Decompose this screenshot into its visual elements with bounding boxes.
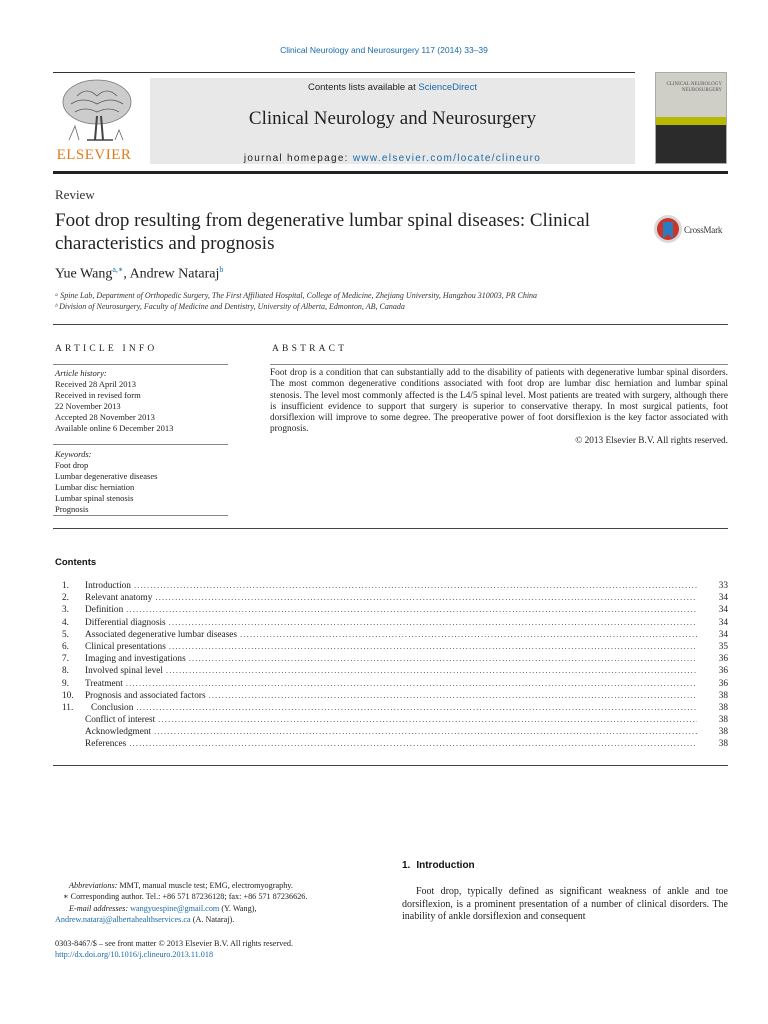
doi-link[interactable]: http://dx.doi.org/10.1016/j.clineuro.2013.11.018 — [55, 950, 214, 960]
homepage-link[interactable]: www.elsevier.com/locate/clineuro — [352, 153, 542, 164]
cover-image — [656, 125, 726, 164]
article-info-heading: ARTICLE INFO — [55, 344, 158, 354]
email-label: E-mail addresses: — [69, 903, 129, 913]
toc-page-number: 38 — [718, 690, 728, 701]
crossmark-badge[interactable] — [653, 213, 733, 245]
crossmark-icon — [653, 213, 683, 245]
keyword-item: Lumbar degenerative diseases — [55, 471, 158, 481]
toc-entry[interactable] — [55, 605, 728, 617]
toc-entry[interactable] — [55, 691, 728, 703]
toc-page-number: 34 — [718, 593, 728, 604]
author-list — [55, 265, 223, 283]
issn-line: 0303-8467/$ – see front matter © 2013 Elsevier B.V. All rights reserved. — [55, 939, 294, 948]
toc-leader-dots — [154, 727, 697, 736]
divider — [53, 765, 728, 766]
homepage-prefix: journal homepage: — [243, 153, 353, 164]
toc-entry[interactable] — [55, 654, 728, 666]
abstract-heading: ABSTRACT — [272, 344, 348, 354]
toc-number: 9. — [62, 678, 69, 689]
keyword-item: Lumbar disc herniation — [55, 482, 135, 492]
toc-entry[interactable] — [55, 727, 728, 739]
abbreviations-text: MMT, manual muscle test; EMG, electromyography. — [117, 881, 293, 890]
abbreviations-footnote — [55, 880, 365, 891]
email-owner: (Y. Wang), — [219, 903, 257, 913]
toc-entry[interactable] — [55, 679, 728, 691]
toc-label[interactable]: Conclusion — [91, 702, 134, 713]
affiliation-a: ᵃ Spine Lab, Department of Orthopedic Surgery, The First Affiliated Hospital, College of Medicine, Zhejiang University, Hangzhou 310003, PR China — [55, 291, 538, 300]
abstract-body — [270, 368, 728, 447]
toc-entry[interactable] — [55, 703, 728, 715]
toc-number: 6. — [62, 641, 69, 652]
toc-label[interactable]: Associated degenerative lumbar diseases — [85, 629, 238, 640]
article-history — [55, 368, 230, 434]
author-separator: , — [123, 266, 130, 282]
toc-label[interactable]: Relevant anatomy — [85, 593, 153, 604]
toc-label[interactable]: Differential diagnosis — [85, 617, 166, 628]
keywords-label: Keywords: — [55, 449, 92, 459]
publisher-name: ELSEVIER — [56, 147, 132, 163]
table-of-contents — [55, 581, 728, 752]
toc-page-number: 36 — [718, 678, 728, 689]
journal-title: Clinical Neurology and Neurosurgery — [248, 108, 537, 129]
email-link[interactable]: wangyuespine@gmail.com — [130, 903, 220, 913]
email-footnote — [55, 903, 365, 914]
introduction-body: Foot drop, typically defined as significant weakness of ankle and toe dorsiflexion, is a prominent presentation of a number of clinical disorders. The inability of ankle dorsiflexion and consequent — [402, 886, 728, 923]
introduction-heading — [402, 860, 481, 871]
affiliation-b: ᵇ Division of Neurosurgery, Faculty of Medicine and Dentistry, University of Alberta, Edmonton, AB, Canada — [55, 302, 405, 311]
toc-number: 10. — [62, 690, 74, 701]
toc-label[interactable]: Imaging and investigations — [85, 654, 186, 665]
history-item: Accepted 28 November 2013 — [55, 412, 155, 422]
toc-entry[interactable] — [55, 593, 728, 605]
toc-leader-dots — [134, 581, 697, 590]
toc-label[interactable]: References — [85, 739, 127, 750]
toc-number: 3. — [62, 605, 69, 616]
masthead — [53, 72, 728, 168]
toc-page-number: 35 — [718, 641, 728, 652]
toc-leader-dots — [129, 739, 697, 748]
toc-leader-dots — [209, 691, 697, 700]
toc-leader-dots — [169, 642, 697, 651]
cover-band — [656, 117, 726, 125]
toc-entry[interactable] — [55, 581, 728, 593]
toc-page-number: 38 — [718, 727, 728, 738]
email-footnote-continued — [55, 914, 365, 925]
footnotes — [55, 880, 365, 926]
author-affiliation-mark[interactable]: a,∗ — [112, 265, 124, 274]
divider — [53, 444, 228, 445]
history-item: Received 28 April 2013 — [55, 379, 136, 389]
masthead-top-rule — [53, 72, 635, 73]
toc-entry[interactable] — [55, 618, 728, 630]
cover-title: CLINICAL NEUROLOGY NEUROSURGERY — [666, 82, 722, 93]
toc-label[interactable]: Treatment — [85, 678, 123, 689]
divider — [53, 364, 228, 365]
toc-leader-dots — [136, 703, 697, 712]
toc-page-number: 36 — [718, 654, 728, 665]
divider — [53, 528, 728, 529]
keyword-item: Lumbar spinal stenosis — [55, 493, 134, 503]
journal-cover-thumbnail[interactable] — [655, 72, 727, 164]
history-item: Available online 6 December 2013 — [55, 423, 174, 433]
toc-number: 5. — [62, 629, 69, 640]
history-label: Article history: — [55, 368, 107, 378]
section-title: Introduction — [416, 860, 475, 871]
toc-number: 8. — [62, 666, 69, 677]
toc-number: 11. — [62, 702, 74, 713]
toc-entry[interactable] — [55, 739, 728, 751]
toc-leader-dots — [169, 618, 697, 627]
journal-homepage — [150, 153, 635, 164]
keywords — [55, 449, 230, 515]
toc-entry[interactable] — [55, 642, 728, 654]
abstract-text: Foot drop is a condition that can substantially add to the disability of patients with degenerative lumbar spinal disorders. The most common degenerative conditions associated with foot drop are lumbar disc herniation and lumbar spinal stenosis. The level most commonly affected is the L4/5 spinal level. Most patients are treated with surgery, although there is insufficient evidence to support that surgery is superior to conservative therapy. In most surgical patients, foot dorsiflexion will improve to some degree. The preoperative power of foot dorsiflexion is the key factor associated with prognosis. — [270, 368, 728, 435]
toc-leader-dots — [189, 654, 697, 663]
toc-label[interactable]: Prognosis and associated factors — [85, 690, 206, 701]
toc-page-number: 38 — [718, 702, 728, 713]
toc-label[interactable]: Introduction — [85, 581, 131, 591]
crossmark-label: CrossMark — [684, 225, 723, 235]
divider — [270, 364, 728, 365]
article-title: Foot drop resulting from degenerative lumbar spinal diseases: Clinical characteristics and prognosis — [55, 210, 591, 254]
email-link[interactable]: Andrew.nataraj@albertahealthservices.ca — [55, 915, 191, 925]
toc-leader-dots — [126, 605, 697, 614]
toc-label[interactable]: Conflict of interest — [85, 715, 156, 726]
contents-availability — [150, 82, 635, 93]
front-matter — [55, 938, 365, 961]
toc-entry[interactable] — [55, 715, 728, 727]
journal-citation[interactable]: Clinical Neurology and Neurosurgery 117 (2014) 33–39 — [280, 45, 488, 55]
toc-page-number: 38 — [718, 715, 728, 726]
toc-number: 2. — [62, 593, 69, 604]
toc-number: 7. — [62, 654, 69, 665]
toc-page-number: 38 — [718, 739, 728, 750]
history-item: Received in revised form — [55, 390, 141, 400]
masthead-bottom-rule — [53, 171, 728, 174]
toc-page-number: 36 — [718, 666, 728, 677]
abbreviations-label: Abbreviations: — [69, 881, 118, 890]
toc-leader-dots — [240, 630, 697, 639]
corresponding-footnote: ∗ Corresponding author. Tel.: +86 571 87236128; fax: +86 571 87236626. — [63, 892, 308, 902]
author-affiliation-mark[interactable]: b — [219, 265, 224, 274]
publisher-logo[interactable] — [53, 76, 148, 166]
history-item: 22 November 2013 — [55, 401, 121, 411]
sciencedirect-link[interactable]: ScienceDirect — [418, 82, 477, 93]
toc-leader-dots — [126, 679, 697, 688]
toc-page-number: 33 — [718, 581, 728, 591]
toc-label[interactable]: Definition — [85, 605, 124, 616]
contents-heading: Contents — [55, 557, 97, 568]
author-name: Yue Wang — [55, 266, 113, 282]
journal-banner — [150, 78, 635, 164]
toc-page-number: 34 — [718, 617, 728, 628]
toc-entry[interactable] — [55, 666, 728, 678]
contents-prefix: Contents lists available at — [308, 82, 419, 93]
toc-number: 1. — [62, 581, 69, 591]
divider — [53, 515, 228, 516]
toc-leader-dots — [158, 715, 697, 724]
toc-page-number: 34 — [718, 629, 728, 640]
keyword-item: Foot drop — [55, 460, 89, 470]
elsevier-tree-icon — [57, 76, 137, 146]
email-owner: (A. Nataraj). — [190, 915, 235, 925]
abstract-copyright: © 2013 Elsevier B.V. All rights reserved. — [575, 435, 728, 446]
toc-entry[interactable] — [55, 630, 728, 642]
toc-number: 4. — [62, 617, 69, 628]
article-type: Review — [55, 187, 95, 202]
toc-label[interactable]: Involved spinal level — [85, 666, 163, 677]
section-number: 1. — [402, 860, 411, 871]
toc-label[interactable]: Clinical presentations — [85, 641, 166, 652]
keyword-item: Prognosis — [55, 504, 89, 514]
toc-page-number: 34 — [718, 605, 728, 616]
toc-label[interactable]: Acknowledgment — [85, 727, 152, 738]
toc-leader-dots — [155, 593, 697, 602]
toc-leader-dots — [166, 666, 697, 675]
author-name: Andrew Nataraj — [129, 266, 220, 282]
divider — [53, 324, 728, 325]
